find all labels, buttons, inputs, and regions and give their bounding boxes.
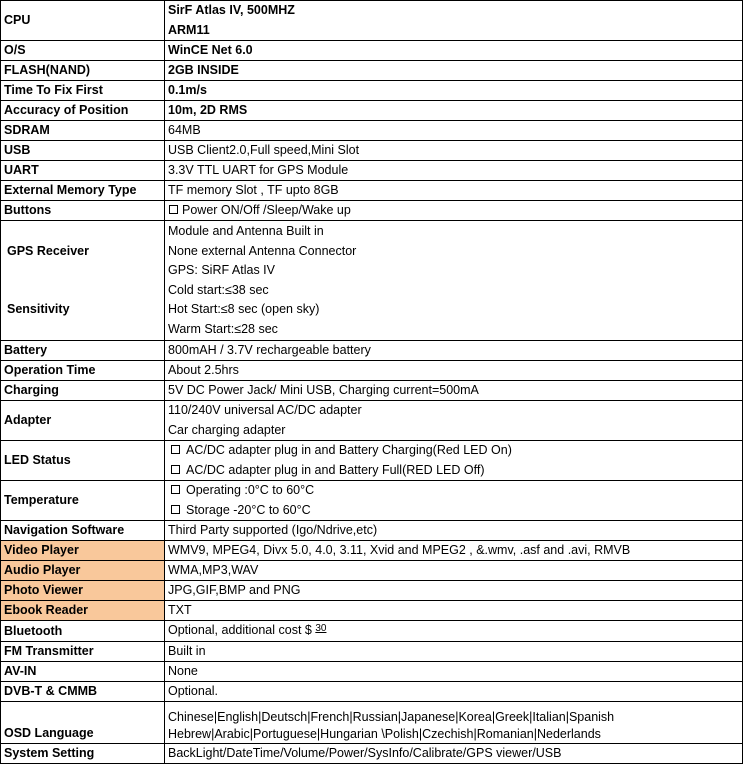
row-value: Built in xyxy=(165,642,743,662)
row-value: TXT xyxy=(165,601,743,621)
row-value xyxy=(165,441,743,481)
row-label: Ebook Reader xyxy=(1,601,165,621)
table-row xyxy=(1,621,743,642)
bullet-square-icon xyxy=(171,505,180,514)
row-value: 10m, 2D RMS xyxy=(165,101,743,121)
value-text: Storage -20°C to 60°C xyxy=(186,502,311,517)
row-label: FM Transmitter xyxy=(1,642,165,662)
row-value: Third Party supported (Igo/Ndrive,etc) xyxy=(165,521,743,541)
value-line: SirF Atlas IV, 500MHZ xyxy=(168,3,295,17)
table-row xyxy=(1,181,743,201)
row-label: O/S xyxy=(1,41,165,61)
value-line: Module and Antenna Built in xyxy=(168,224,324,238)
value-text: Power ON/Off /Sleep/Wake up xyxy=(182,203,351,217)
value-text: Operating :0°C to 60°C xyxy=(186,483,315,497)
value-line xyxy=(168,501,742,521)
value-line: 110/240V universal AC/DC adapter xyxy=(168,403,362,417)
row-value: USB Client2.0,Full speed,Mini Slot xyxy=(165,141,743,161)
row-label: LED Status xyxy=(1,441,165,481)
bullet-square-icon xyxy=(171,465,180,474)
table-row xyxy=(1,702,743,744)
row-value: 2GB INSIDE xyxy=(165,61,743,81)
row-value: 5V DC Power Jack/ Mini USB, Charging current=500mA xyxy=(165,381,743,401)
table-row xyxy=(1,1,743,41)
row-value: 0.1m/s xyxy=(165,81,743,101)
value-line: Hot Start:≤8 sec (open sky) xyxy=(168,302,320,316)
value-line xyxy=(168,441,742,461)
value-line: Warm Start:≤28 sec xyxy=(168,321,278,336)
value-line: Chinese|English|Deutsch|French|Russian|Japanese|Korea|Greek|Italian|Spanish xyxy=(168,710,615,724)
row-value xyxy=(165,702,743,744)
row-value: 3.3V TTL UART for GPS Module xyxy=(165,161,743,181)
row-label: SDRAM xyxy=(1,121,165,141)
table-row xyxy=(1,401,743,441)
row-value xyxy=(165,221,743,341)
row-value xyxy=(165,481,743,521)
row-label: Operation Time xyxy=(1,361,165,381)
bullet-square-icon xyxy=(171,485,180,494)
row-value: WinCE Net 6.0 xyxy=(165,41,743,61)
row-value: About 2.5hrs xyxy=(165,361,743,381)
value-line: ARM11 xyxy=(168,22,210,37)
table-row xyxy=(1,561,743,581)
value-text: Optional, additional cost $ xyxy=(168,623,312,637)
row-label: Sensitivity xyxy=(7,302,70,316)
row-label: UART xyxy=(1,161,165,181)
table-row xyxy=(1,521,743,541)
row-value xyxy=(165,401,743,441)
value-line: Cold start:≤38 sec xyxy=(168,282,269,297)
bullet-square-icon xyxy=(171,445,180,454)
row-label: Accuracy of Position xyxy=(1,101,165,121)
row-value: JPG,GIF,BMP and PNG xyxy=(165,581,743,601)
table-row xyxy=(1,601,743,621)
value-line xyxy=(168,461,742,481)
row-label: Adapter xyxy=(1,401,165,441)
row-label: Battery xyxy=(1,341,165,361)
row-label: USB xyxy=(1,141,165,161)
row-value xyxy=(165,1,743,41)
value-line: GPS: SiRF Atlas IV xyxy=(168,263,275,277)
table-row xyxy=(1,581,743,601)
row-label: Bluetooth xyxy=(1,621,165,642)
table-row xyxy=(1,682,743,702)
table-row xyxy=(1,61,743,81)
row-label: GPS Receiver xyxy=(7,243,89,258)
cost-amount: 30 xyxy=(315,623,327,634)
row-value: 800mAH / 3.7V rechargeable battery xyxy=(165,341,743,361)
value-line xyxy=(168,481,742,501)
row-label: Buttons xyxy=(1,201,165,221)
row-label: AV-IN xyxy=(1,662,165,682)
row-value: WMA,MP3,WAV xyxy=(165,561,743,581)
value-text: AC/DC adapter plug in and Battery Full(RED LED Off) xyxy=(186,462,485,477)
row-label: Audio Player xyxy=(1,561,165,581)
table-row xyxy=(1,41,743,61)
row-value xyxy=(165,201,743,221)
row-label: CPU xyxy=(1,1,165,41)
table-row xyxy=(1,441,743,481)
table-row xyxy=(1,221,743,341)
row-label: Photo Viewer xyxy=(1,581,165,601)
row-value: None xyxy=(165,662,743,682)
row-label: Time To Fix First xyxy=(1,81,165,101)
bullet-square-icon xyxy=(169,205,178,214)
table-row xyxy=(1,121,743,141)
row-label: OSD Language xyxy=(1,702,165,744)
row-label: Temperature xyxy=(1,481,165,521)
value-text: AC/DC adapter plug in and Battery Charging(Red LED On) xyxy=(186,443,512,457)
table-row xyxy=(1,201,743,221)
table-row xyxy=(1,744,743,764)
row-label: System Setting xyxy=(1,744,165,764)
row-value: Optional. xyxy=(165,682,743,702)
table-row xyxy=(1,81,743,101)
table-row xyxy=(1,481,743,521)
row-label: Video Player xyxy=(1,541,165,561)
row-value: 64MB xyxy=(165,121,743,141)
table-row xyxy=(1,141,743,161)
row-value: WMV9, MPEG4, Divx 5.0, 4.0, 3.11, Xvid and MPEG2 , &.wmv, .asf and .avi, RMVB xyxy=(165,541,743,561)
row-label: External Memory Type xyxy=(1,181,165,201)
table-row xyxy=(1,381,743,401)
row-label: Charging xyxy=(1,381,165,401)
row-value: TF memory Slot , TF upto 8GB xyxy=(165,181,743,201)
table-row xyxy=(1,161,743,181)
row-value: BackLight/DateTime/Volume/Power/SysInfo/Calibrate/GPS viewer/USB xyxy=(165,744,743,764)
table-row xyxy=(1,101,743,121)
row-label: Navigation Software xyxy=(1,521,165,541)
row-label: DVB-T & CMMB xyxy=(1,682,165,702)
table-row xyxy=(1,642,743,662)
row-value xyxy=(165,621,743,642)
table-row xyxy=(1,662,743,682)
table-row xyxy=(1,341,743,361)
value-line: Car charging adapter xyxy=(168,422,286,437)
value-line: None external Antenna Connector xyxy=(168,243,357,258)
table-row xyxy=(1,361,743,381)
table-row xyxy=(1,541,743,561)
gps-sensitivity-label xyxy=(1,221,165,341)
value-line: Hebrew|Arabic|Portuguese|Hungarian \Polish|Czechish|Romanian|Nederlands xyxy=(168,727,601,741)
row-label: FLASH(NAND) xyxy=(1,61,165,81)
